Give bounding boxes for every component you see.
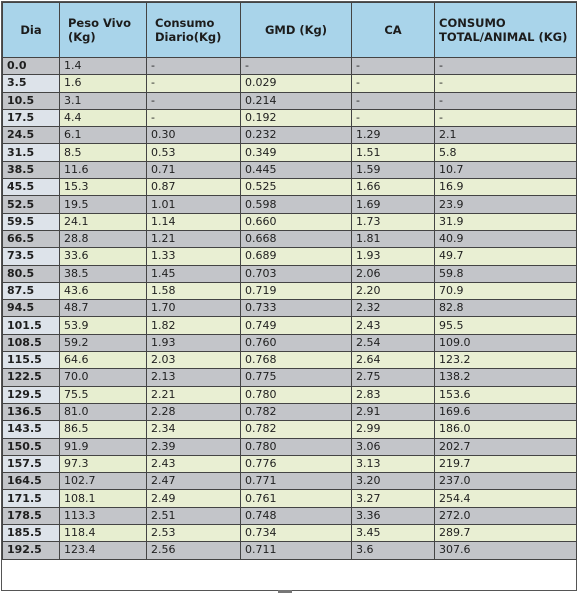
cell-gmd: 0.761: [241, 490, 352, 507]
cell-gmd: 0.232: [241, 127, 352, 144]
cell-dia: 66.5: [3, 230, 60, 247]
cell-ca: 2.06: [352, 265, 435, 282]
data-table-frame: [1, 1, 577, 591]
table-row: [3, 334, 577, 351]
cell-consumo-total: 59.8: [435, 265, 577, 282]
cell-ca: 3.20: [352, 473, 435, 490]
table-row: [3, 179, 577, 196]
cell-consumo-diario: -: [147, 92, 241, 109]
cell-peso-vivo: 53.9: [60, 317, 147, 334]
cell-dia: 73.5: [3, 248, 60, 265]
table-row: [3, 438, 577, 455]
cell-consumo-diario: 2.21: [147, 386, 241, 403]
cell-consumo-diario: -: [147, 109, 241, 126]
cell-consumo-total: -: [435, 92, 577, 109]
cell-ca: 2.20: [352, 282, 435, 299]
cell-consumo-total: 82.8: [435, 300, 577, 317]
cell-peso-vivo: 70.0: [60, 369, 147, 386]
cell-dia: 150.5: [3, 438, 60, 455]
table-row: [3, 230, 577, 247]
cell-ca: 1.81: [352, 230, 435, 247]
cell-peso-vivo: 24.1: [60, 213, 147, 230]
cell-peso-vivo: 6.1: [60, 127, 147, 144]
cell-peso-vivo: 43.6: [60, 282, 147, 299]
table-row: [3, 282, 577, 299]
cell-peso-vivo: 3.1: [60, 92, 147, 109]
cell-ca: 1.59: [352, 161, 435, 178]
cell-ca: -: [352, 75, 435, 92]
cell-consumo-diario: 2.28: [147, 403, 241, 420]
header-consumo-total-line-2: TOTAL/ANIMAL (KG): [439, 30, 568, 44]
cell-consumo-diario: 2.56: [147, 542, 241, 559]
cell-peso-vivo: 33.6: [60, 248, 147, 265]
cell-dia: 87.5: [3, 282, 60, 299]
cell-dia: 143.5: [3, 421, 60, 438]
cell-consumo-total: 169.6: [435, 403, 577, 420]
cell-consumo-diario: 0.71: [147, 161, 241, 178]
cell-consumo-diario: 2.53: [147, 525, 241, 542]
cell-consumo-diario: -: [147, 75, 241, 92]
cell-dia: 59.5: [3, 213, 60, 230]
cell-peso-vivo: 123.4: [60, 542, 147, 559]
cell-consumo-diario: 2.51: [147, 507, 241, 524]
cell-peso-vivo: 8.5: [60, 144, 147, 161]
header-ca: [352, 3, 435, 58]
cell-gmd: 0.733: [241, 300, 352, 317]
cell-gmd: 0.703: [241, 265, 352, 282]
cell-dia: 24.5: [3, 127, 60, 144]
cell-consumo-diario: 2.49: [147, 490, 241, 507]
cell-gmd: 0.214: [241, 92, 352, 109]
cell-dia: 108.5: [3, 334, 60, 351]
cell-consumo-total: 16.9: [435, 179, 577, 196]
cell-peso-vivo: 15.3: [60, 179, 147, 196]
cell-ca: 3.13: [352, 455, 435, 472]
cell-peso-vivo: 118.4: [60, 525, 147, 542]
cell-consumo-total: 219.7: [435, 455, 577, 472]
cell-consumo-diario: 1.93: [147, 334, 241, 351]
cell-gmd: 0.775: [241, 369, 352, 386]
cell-consumo-total: 109.0: [435, 334, 577, 351]
cell-dia: 136.5: [3, 403, 60, 420]
cell-ca: 2.91: [352, 403, 435, 420]
cell-gmd: 0.749: [241, 317, 352, 334]
cell-consumo-diario: 1.14: [147, 213, 241, 230]
cell-ca: 1.29: [352, 127, 435, 144]
cell-consumo-diario: 2.03: [147, 352, 241, 369]
cell-ca: -: [352, 92, 435, 109]
cell-gmd: 0.771: [241, 473, 352, 490]
cell-consumo-total: 307.6: [435, 542, 577, 559]
cell-gmd: 0.768: [241, 352, 352, 369]
cell-peso-vivo: 28.8: [60, 230, 147, 247]
cell-gmd: 0.445: [241, 161, 352, 178]
cell-consumo-diario: 0.53: [147, 144, 241, 161]
cell-gmd: 0.598: [241, 196, 352, 213]
cell-consumo-diario: 1.82: [147, 317, 241, 334]
cell-dia: 31.5: [3, 144, 60, 161]
cell-dia: 10.5: [3, 92, 60, 109]
cell-consumo-total: 237.0: [435, 473, 577, 490]
cell-consumo-total: -: [435, 75, 577, 92]
table-row: [3, 507, 577, 524]
cell-consumo-total: 5.8: [435, 144, 577, 161]
cell-dia: 157.5: [3, 455, 60, 472]
header-peso-vivo-line-1: Peso Vivo: [68, 16, 132, 30]
cell-peso-vivo: 38.5: [60, 265, 147, 282]
cell-consumo-diario: 1.58: [147, 282, 241, 299]
table-row: [3, 58, 577, 75]
cell-consumo-total: 138.2: [435, 369, 577, 386]
header-peso-vivo: [60, 3, 147, 58]
cell-peso-vivo: 86.5: [60, 421, 147, 438]
header-ca-label: CA: [384, 23, 402, 37]
cell-consumo-total: 153.6: [435, 386, 577, 403]
cell-ca: 2.32: [352, 300, 435, 317]
cell-gmd: 0.029: [241, 75, 352, 92]
cell-consumo-diario: 2.34: [147, 421, 241, 438]
table-row: [3, 473, 577, 490]
cell-gmd: 0.760: [241, 334, 352, 351]
cell-dia: 164.5: [3, 473, 60, 490]
cell-dia: 94.5: [3, 300, 60, 317]
header-consumo-total: [435, 3, 577, 58]
cell-consumo-diario: 0.30: [147, 127, 241, 144]
header-gmd-label: GMD (Kg): [264, 23, 328, 37]
cell-peso-vivo: 11.6: [60, 161, 147, 178]
cell-peso-vivo: 113.3: [60, 507, 147, 524]
cell-gmd: 0.776: [241, 455, 352, 472]
cell-consumo-diario: 1.70: [147, 300, 241, 317]
cell-consumo-diario: 1.33: [147, 248, 241, 265]
header-consumo-diario: [147, 3, 241, 58]
cell-gmd: 0.192: [241, 109, 352, 126]
cell-peso-vivo: 64.6: [60, 352, 147, 369]
cell-consumo-total: -: [435, 58, 577, 75]
cell-consumo-diario: 2.47: [147, 473, 241, 490]
cell-ca: 1.69: [352, 196, 435, 213]
table-row: [3, 525, 577, 542]
cell-ca: 3.6: [352, 542, 435, 559]
cell-ca: 2.83: [352, 386, 435, 403]
cell-dia: 17.5: [3, 109, 60, 126]
table-row: [3, 369, 577, 386]
cell-consumo-total: 202.7: [435, 438, 577, 455]
cell-gmd: 0.525: [241, 179, 352, 196]
cell-ca: 3.36: [352, 507, 435, 524]
cell-peso-vivo: 75.5: [60, 386, 147, 403]
cell-consumo-total: 95.5: [435, 317, 577, 334]
cell-dia: 101.5: [3, 317, 60, 334]
table-row: [3, 75, 577, 92]
table-row: [3, 300, 577, 317]
table-row: [3, 127, 577, 144]
cell-gmd: 0.782: [241, 403, 352, 420]
header-consumo-diario-line-1: Consumo: [155, 16, 215, 30]
cell-dia: 80.5: [3, 265, 60, 282]
table-row: [3, 213, 577, 230]
header-consumo-total-line-1: CONSUMO: [439, 16, 506, 30]
cell-gmd: 0.748: [241, 507, 352, 524]
cell-consumo-total: -: [435, 109, 577, 126]
cell-consumo-diario: 2.43: [147, 455, 241, 472]
cell-consumo-total: 2.1: [435, 127, 577, 144]
cell-gmd: 0.349: [241, 144, 352, 161]
table-row: [3, 403, 577, 420]
cell-ca: -: [352, 58, 435, 75]
table-row: [3, 352, 577, 369]
table-body: [3, 58, 577, 560]
cell-gmd: 0.734: [241, 525, 352, 542]
cell-consumo-total: 31.9: [435, 213, 577, 230]
cell-dia: 45.5: [3, 179, 60, 196]
cell-dia: 38.5: [3, 161, 60, 178]
cell-dia: 192.5: [3, 542, 60, 559]
cell-ca: 1.73: [352, 213, 435, 230]
cell-consumo-total: 70.9: [435, 282, 577, 299]
cell-consumo-total: 254.4: [435, 490, 577, 507]
cell-gmd: 0.780: [241, 438, 352, 455]
table-header-row: [3, 3, 577, 58]
cell-peso-vivo: 108.1: [60, 490, 147, 507]
table-row: [3, 455, 577, 472]
cell-ca: -: [352, 109, 435, 126]
cell-ca: 3.27: [352, 490, 435, 507]
cell-consumo-total: 272.0: [435, 507, 577, 524]
cell-dia: 115.5: [3, 352, 60, 369]
table-row: [3, 265, 577, 282]
table-row: [3, 386, 577, 403]
table-row: [3, 161, 577, 178]
cell-consumo-total: 123.2: [435, 352, 577, 369]
cell-consumo-diario: 2.13: [147, 369, 241, 386]
cell-gmd: 0.780: [241, 386, 352, 403]
cell-ca: 1.66: [352, 179, 435, 196]
cell-peso-vivo: 59.2: [60, 334, 147, 351]
table-row: [3, 196, 577, 213]
table-row: [3, 421, 577, 438]
cell-ca: 2.99: [352, 421, 435, 438]
cell-consumo-diario: 0.87: [147, 179, 241, 196]
cell-consumo-diario: 2.39: [147, 438, 241, 455]
cell-peso-vivo: 102.7: [60, 473, 147, 490]
cell-dia: 52.5: [3, 196, 60, 213]
cell-consumo-diario: 1.21: [147, 230, 241, 247]
cell-peso-vivo: 19.5: [60, 196, 147, 213]
cell-gmd: 0.668: [241, 230, 352, 247]
cell-consumo-total: 40.9: [435, 230, 577, 247]
cell-consumo-total: 289.7: [435, 525, 577, 542]
cell-peso-vivo: 48.7: [60, 300, 147, 317]
cell-consumo-diario: -: [147, 58, 241, 75]
cell-ca: 2.43: [352, 317, 435, 334]
header-dia: [3, 3, 60, 58]
cell-ca: 2.75: [352, 369, 435, 386]
cell-peso-vivo: 97.3: [60, 455, 147, 472]
table-row: [3, 248, 577, 265]
table-row: [3, 490, 577, 507]
cell-peso-vivo: 1.4: [60, 58, 147, 75]
cell-peso-vivo: 91.9: [60, 438, 147, 455]
cell-gmd: 0.782: [241, 421, 352, 438]
cell-gmd: 0.689: [241, 248, 352, 265]
cell-dia: 178.5: [3, 507, 60, 524]
cell-consumo-total: 49.7: [435, 248, 577, 265]
header-peso-vivo-line-2: (Kg): [68, 30, 96, 44]
cell-consumo-total: 10.7: [435, 161, 577, 178]
cell-peso-vivo: 1.6: [60, 75, 147, 92]
table-row: [3, 109, 577, 126]
cell-dia: 0.0: [3, 58, 60, 75]
cell-ca: 1.93: [352, 248, 435, 265]
header-gmd: [241, 3, 352, 58]
cell-gmd: 0.660: [241, 213, 352, 230]
cell-ca: 3.45: [352, 525, 435, 542]
cell-ca: 3.06: [352, 438, 435, 455]
cell-consumo-total: 186.0: [435, 421, 577, 438]
cell-dia: 122.5: [3, 369, 60, 386]
cell-peso-vivo: 81.0: [60, 403, 147, 420]
cell-consumo-diario: 1.01: [147, 196, 241, 213]
table-row: [3, 317, 577, 334]
scroll-handle[interactable]: [278, 590, 292, 593]
cell-gmd: -: [241, 58, 352, 75]
cell-gmd: 0.711: [241, 542, 352, 559]
cell-dia: 129.5: [3, 386, 60, 403]
cell-dia: 171.5: [3, 490, 60, 507]
growth-data-table: [2, 2, 577, 560]
cell-ca: 2.54: [352, 334, 435, 351]
table-row: [3, 92, 577, 109]
cell-consumo-diario: 1.45: [147, 265, 241, 282]
cell-peso-vivo: 4.4: [60, 109, 147, 126]
table-row: [3, 542, 577, 559]
cell-ca: 1.51: [352, 144, 435, 161]
header-dia-label: Dia: [20, 23, 42, 37]
cell-gmd: 0.719: [241, 282, 352, 299]
cell-dia: 3.5: [3, 75, 60, 92]
table-row: [3, 144, 577, 161]
cell-consumo-total: 23.9: [435, 196, 577, 213]
cell-dia: 185.5: [3, 525, 60, 542]
cell-ca: 2.64: [352, 352, 435, 369]
header-consumo-diario-line-2: Diario(Kg): [155, 30, 222, 44]
